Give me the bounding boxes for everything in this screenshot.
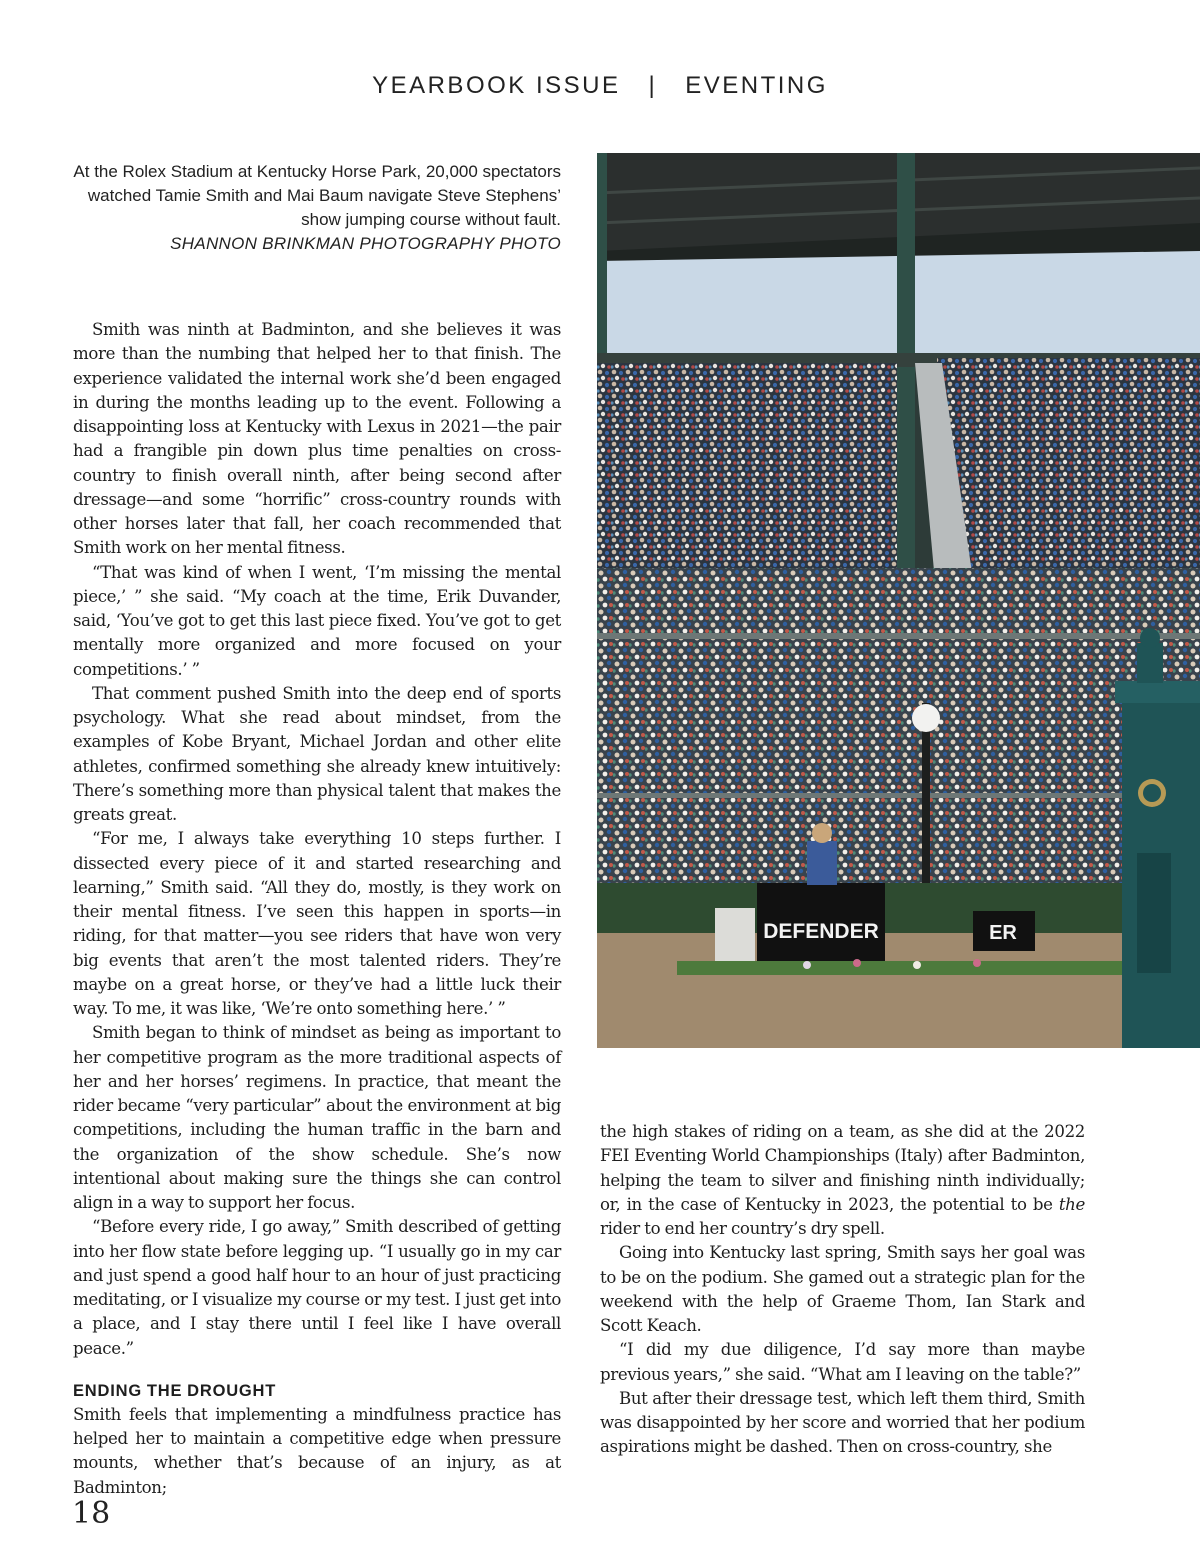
article-paragraph: Smith feels that implementing a mindfulness practice has helped her to maintain a competitive edge when pressure mounts, whether that’s because of an injury, as at Badminton;	[73, 1404, 561, 1497]
article-paragraph: Going into Kentucky last spring, Smith says her goal was to be on the podium. She gamed out a strategic plan for the weekend with the help of Graeme Thom, Ian Stark and Scott Keach.	[600, 1243, 1085, 1335]
article-paragraph: “That was kind of when I went, ‘I’m missing the mental piece,’ ” she said. “My coach at the time, Erik Duvander, said, ‘You’ve got to get this last piece fixed. You’ve got to get mentally more organized and more focused on your competitions.’ ”	[73, 562, 561, 679]
article-column-left	[73, 318, 561, 1500]
section-subhead: ENDING THE DROUGHT	[73, 1381, 277, 1400]
sponsor-sign-text: DEFENDER	[763, 920, 879, 943]
stadium-photo	[597, 153, 1200, 1048]
caption-text: At the Rolex Stadium at Kentucky Horse Park, 20,000 spectators watched Tamie Smith and Mai Baum navigate Steve Stephens’ show jumping course without fault.	[73, 162, 561, 229]
article-paragraph: Smith began to think of mindset as being as important to her competitive program as the more traditional aspects of her and her horses’ regimens. In practice, that meant the rider became “very particular” about the environment at big competitions, including the human traffic in the barn and the organization of the show schedule. She’s now intentional about making sure the things she can control align in a way to support her focus.	[73, 1023, 561, 1212]
header-separator: |	[648, 72, 658, 99]
article-column-right	[600, 1120, 1085, 1460]
photo-credit: SHANNON BRINKMAN PHOTOGRAPHY PHOTO	[170, 234, 561, 253]
article-text: rider to end her country’s dry spell.	[600, 1219, 885, 1238]
running-header	[0, 72, 1200, 100]
page-number: 18	[72, 1496, 111, 1531]
article-paragraph: “I did my due diligence, I’d say more than maybe previous years,” she said. “What am I leaving on the table?”	[600, 1340, 1085, 1384]
article-paragraph: “For me, I always take everything 10 steps further. I dissected every piece of it and started researching and learning,” Smith said. “All they do, mostly, is they work on their mental fitness. I’ve seen this happen in sports—in riding, for that matter—you see riders that have won very big events that aren’t the most talented riders. They’re maybe on a great horse, or they’ve had a little luck their way. To me, it was like, ‘We’re onto something here.’ ”	[73, 829, 561, 1018]
article-paragraph: But after their dressage test, which left them third, Smith was disappointed by her score and worried that her podium aspirations might be dashed. Then on cross-country, she	[600, 1388, 1085, 1457]
stadium-photo-illustration	[597, 153, 1200, 1048]
photo-caption	[60, 160, 561, 256]
article-paragraph: Smith was ninth at Badminton, and she believes it was more than the numbing that helped her to that finish. The experience validated the internal work she’d been engaged in during the months leading up to the event. Following a disappointing loss at Kentucky with Lexus in 2021—the pair had a frangible pin down plus time penalties on cross-country to finish overall ninth, after being second after dressage—and some “horrific” cross-country rounds with other horses later that fall, her coach recommended that Smith work on her mental fitness.	[73, 320, 561, 558]
article-text: the high stakes of riding on a team, as she did at the 2022 FEI Eventing World Championships (Italy) after Badminton, helping the team to silver and finishing ninth individually; or, in the case of Kentucky in 2023, the potential to be	[600, 1122, 1085, 1214]
section-label: YEARBOOK ISSUE	[372, 72, 621, 99]
article-paragraph: That comment pushed Smith into the deep end of sports psychology. What she read about mindset, from the examples of Kobe Bryant, Michael Jordan and other elite athletes, confirmed something she already knew intuitively: There’s something more than physical talent that makes the greats great.	[73, 683, 561, 824]
category-label: EVENTING	[685, 72, 828, 99]
article-paragraph: “Before every ride, I go away,” Smith described of getting into her flow state before legging up. “I usually go in my car and just spend a good half hour to an hour of just practicing meditating, or I visualize my course or my test. I just get into a place, and I stay there until I feel like I have overall peace.”	[73, 1217, 561, 1358]
emphasis-text: the	[1058, 1194, 1085, 1214]
article-paragraph	[600, 1120, 1085, 1241]
sponsor-sign-text-partial: ER	[989, 922, 1017, 944]
